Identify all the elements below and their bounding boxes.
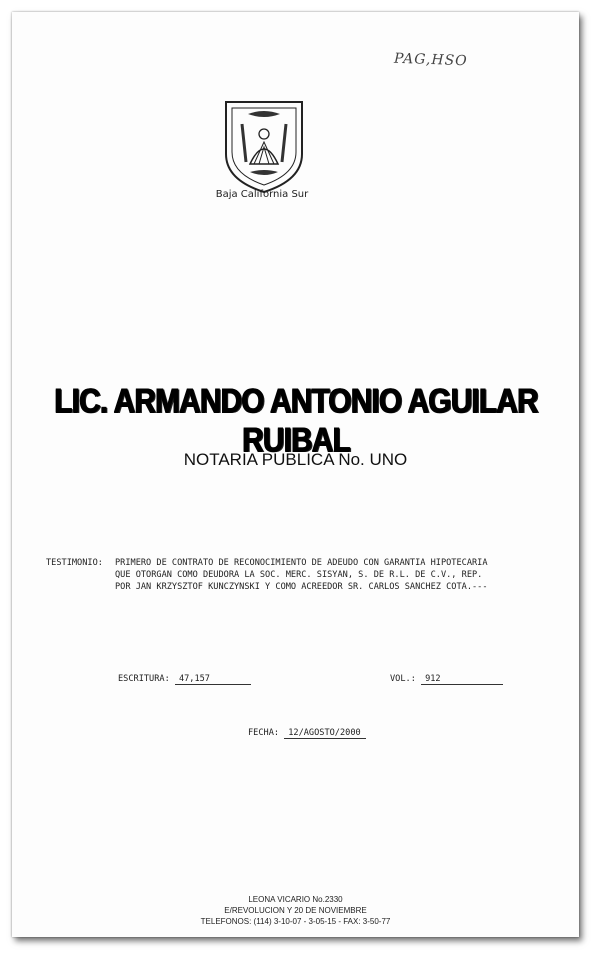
testimonio-line: POR JAN KRZYSZTOF KUNCZYNSKI Y COMO ACREEDOR SR. CARLOS SANCHEZ COTA.--- [115,582,488,592]
footer-address: LEONA VICARIO No.2330 [248,895,343,904]
notary-footer [12,894,579,927]
escritura-label: ESCRITURA: [118,674,170,684]
fecha-value: 12/AGOSTO/2000 [284,728,366,739]
escritura-field [118,674,251,685]
testimonio-line: PRIMERO DE CONTRATO DE RECONOCIMIENTO DE ADEUDO CON GARANTIA HIPOTECARIA [115,558,488,568]
volumen-field [390,674,503,685]
escritura-value: 47,157 [175,674,251,685]
fecha-field [248,728,366,739]
volumen-label: VOL.: [390,674,416,684]
footer-phones: TELEFONOS: (114) 3-10-07 - 3-05-15 - FAX: 3-50-77 [200,917,391,926]
testimonio-label: TESTIMONIO: [46,558,103,568]
footer-cross-streets: E/REVOLUCION Y 20 DE NOVIEMBRE [224,906,367,915]
document-page [12,12,579,937]
handwritten-page-note: PAG,HSO [393,50,468,70]
testimonio-text [115,557,555,593]
volumen-value: 912 [421,674,503,685]
fecha-label: FECHA: [248,728,280,738]
baja-california-sur-seal-icon [218,92,310,202]
testimonio-line: QUE OTORGAN COMO DEUDORA LA SOC. MERC. SISYAN, S. DE R.L. DE C.V., REP. [115,570,483,580]
notary-name-heading: LIC. ARMANDO ANTONIO AGUILAR RUIBAL [53,382,538,459]
notary-office-title: NOTARIA PUBLICA No. UNO [183,450,408,469]
seal-caption: Baja California Sur [215,189,309,200]
